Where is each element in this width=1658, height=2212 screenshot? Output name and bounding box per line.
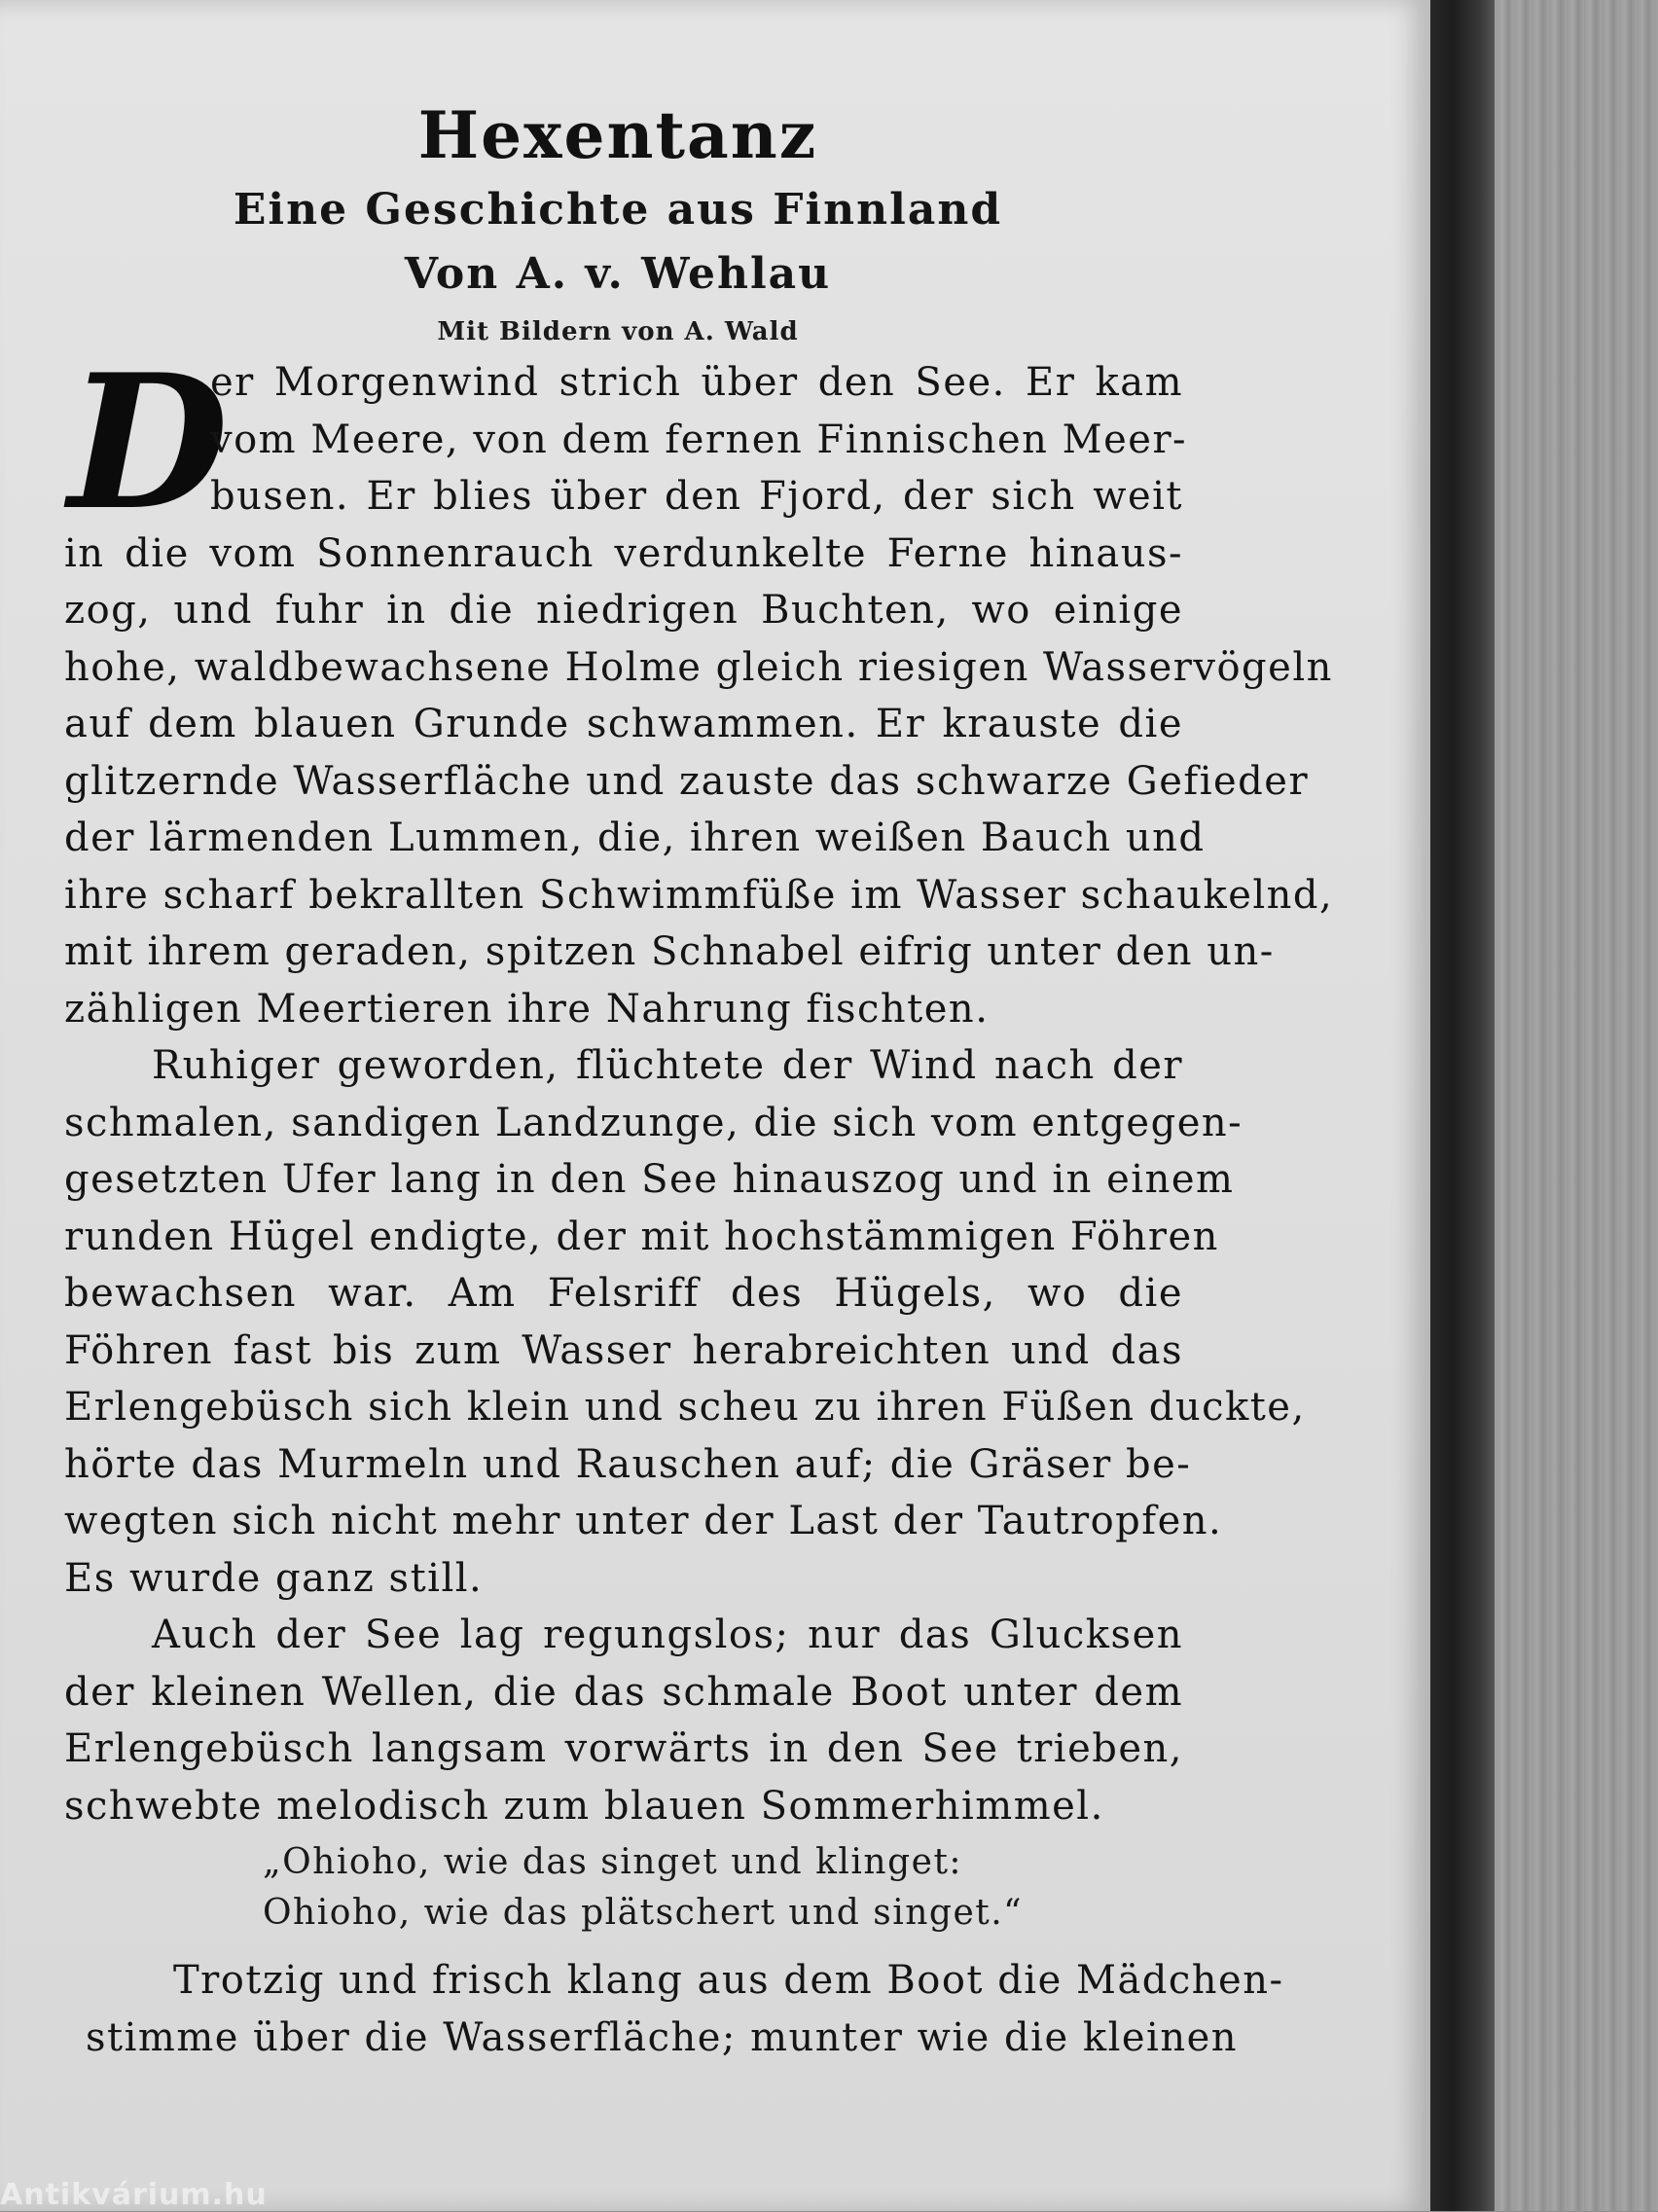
illustrator-credit: Mit Bildern von A. Wald	[437, 317, 799, 346]
text-line: Ruhiger geworden, flüchtete der Wind nach der	[152, 1043, 1183, 1088]
drop-cap: D	[68, 334, 229, 551]
text-line: der kleinen Wellen, die das schmale Boot unter dem	[64, 1669, 1183, 1715]
text-line: gesetzten Ufer lang in den See hinauszog und in einem	[64, 1157, 1235, 1202]
text-line: Erlengebüsch sich klein und scheu zu ihren Füßen duckte,	[64, 1385, 1306, 1430]
text-line: Föhren fast bis zum Wasser herabreichten und das	[64, 1327, 1183, 1373]
verse-line: „Ohioho, wie das singet und klinget:	[263, 1842, 963, 1882]
text-line: mit ihrem geraden, spitzen Schnabel eifrig unter den un-	[64, 929, 1275, 974]
body-text-continued	[86, 1952, 1284, 2066]
text-line: Auch der See lag regungslos; nur das Glucksen	[152, 1613, 1183, 1657]
text-line: stimme über die Wasserfläche; munter wie die kleinen	[86, 2014, 1239, 2060]
text-line: schmalen, sandigen Landzunge, die sich vom entgegen-	[64, 1100, 1244, 1145]
verse-line: Ohioho, wie das plätschert und singet.“	[263, 1893, 1024, 1933]
text-line: auf dem blauen Grunde schwammen. Er krauste die	[64, 702, 1183, 746]
text-line: ihre scharf bekrallten Schwimmfüße im Wasser schaukelnd,	[64, 872, 1334, 918]
text-line: zähligen Meertieren ihre Nahrung fischten.	[64, 986, 990, 1032]
body-text	[64, 334, 1334, 1834]
text-line: in die vom Sonnenrauch verdunkelte Ferne hinaus-	[64, 530, 1183, 576]
text-line: zog, und fuhr in die niedrigen Buchten, wo einige	[64, 588, 1183, 633]
article-author: Von A. v. Wehlau	[404, 249, 832, 299]
text-line: Erlengebüsch langsam vorwärts in den See trieben,	[64, 1726, 1183, 1771]
text-line: runden Hügel endigte, der mit hochstämmigen Föhren	[64, 1214, 1219, 1259]
paragraph-3	[64, 1607, 1183, 1834]
article-subtitle: Eine Geschichte aus Finnland	[233, 185, 1003, 235]
text-line: hörte das Murmeln und Rauschen auf; die Gräser be-	[64, 1441, 1192, 1487]
text-line: Trotzig und frisch klang aus dem Boot die Mädchen-	[173, 1958, 1284, 2003]
table-surface	[1479, 0, 1658, 2211]
book-cover-edge	[1426, 0, 1495, 2211]
paragraph-4	[86, 1952, 1284, 2066]
paragraph-2	[64, 1037, 1306, 1607]
article-title: Hexentanz	[417, 97, 818, 173]
text-line: er Morgenwind strich über den See. Er kam	[210, 360, 1183, 405]
verse-quote	[263, 1837, 1138, 1939]
text-line: bewachsen war. Am Felsriff des Hügels, wo die	[64, 1271, 1183, 1316]
text-line: busen. Er blies über den Fjord, der sich weit	[210, 474, 1183, 519]
text-line: wegten sich nicht mehr unter der Last der Tautropfen.	[64, 1499, 1223, 1543]
text-line: hohe, waldbewachsene Holme gleich riesigen Wasservögeln	[64, 644, 1333, 690]
paragraph-1	[64, 334, 1334, 1037]
text-line: Es wurde ganz still.	[64, 1555, 484, 1601]
text-line: der lärmenden Lummen, die, ihren weißen Bauch und	[64, 816, 1206, 860]
text-line: schwebte melodisch zum blauen Sommerhimmel.	[64, 1783, 1104, 1829]
text-line: glitzernde Wasserfläche und zauste das schwarze Gefieder	[64, 758, 1310, 804]
text-line: vom Meere, von dem fernen Finnischen Meer-	[210, 417, 1188, 462]
watermark: Antikvárium.hu	[0, 2178, 268, 2212]
